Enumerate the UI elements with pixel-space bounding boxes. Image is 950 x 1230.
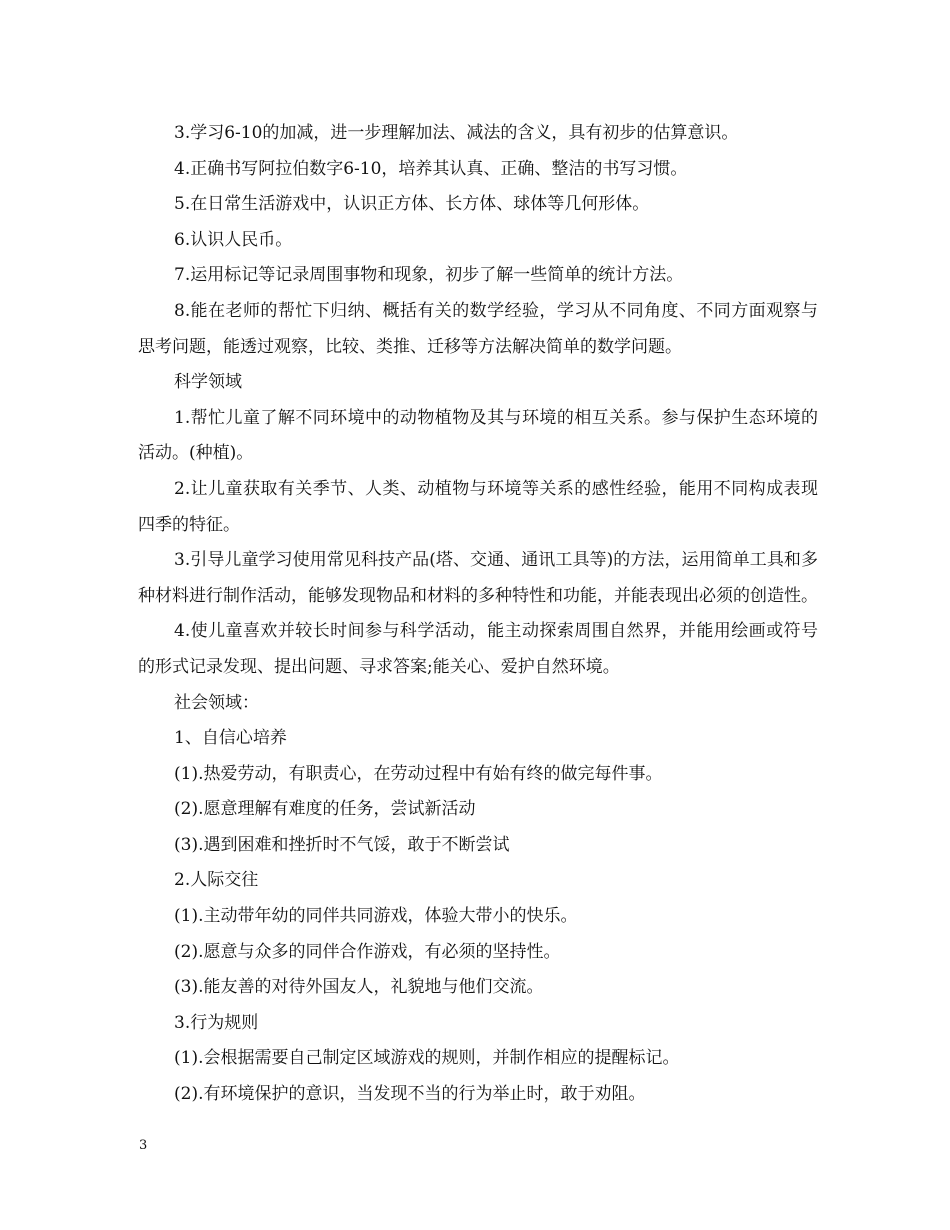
section-heading-science: 科学领域	[174, 372, 242, 393]
paragraph: 8.能在老师的帮忙下归纳、概括有关的数学经验，学习从不同角度、不同方面观察与思考问题，能透过观察，比较、类推、迁移等方法解决简单的数学问题。	[138, 300, 818, 357]
list-item: (1).主动带年幼的同伴共同游戏，体验大带小的快乐。	[174, 906, 578, 927]
paragraph: 3.引导儿童学习使用常见科技产品(塔、交通、通讯工具等)的方法，运用简单工具和多种材料进行制作活动，能够发现物品和材料的多种特性和功能，并能表现出必须的创造性。	[138, 550, 818, 606]
list-item: (3).遇到困难和挫折时不气馁，敢于不断尝试	[174, 834, 510, 855]
list-item: (2).有环境保护的意识，当发现不当的行为举止时，敢于劝阻。	[174, 1084, 646, 1105]
page-number: 3	[139, 1138, 148, 1153]
subsection-heading: 3.行为规则	[174, 1012, 259, 1033]
paragraph: 4.正确书写阿拉伯数字6-10，培养其认真、正确、整洁的书写习惯。	[174, 158, 688, 179]
paragraph: 3.学习6-10的加减，进一步理解加法、减法的含义，具有初步的估算意识。	[174, 123, 739, 143]
paragraph: 7.运用标记等记录周围事物和现象，初步了解一些简单的统计方法。	[174, 265, 684, 286]
subsection-heading: 2.人际交往	[174, 870, 259, 891]
paragraph: 4.使儿童喜欢并较长时间参与科学活动，能主动探索周围自然界，并能用绘画或符号的形式记录发现、提出问题、寻求答案;能关心、爱护自然环境。	[138, 621, 818, 677]
paragraph: 1.帮忙儿童了解不同环境中的动物植物及其与环境的相互关系。参与保护生态环境的活动。(种植)。	[138, 407, 818, 464]
paragraph: 5.在日常生活游戏中，认识正方体、长方体、球体等几何形体。	[174, 194, 650, 215]
list-item: (1).热爱劳动，有职责心，在劳动过程中有始有终的做完每件事。	[174, 763, 663, 784]
subsection-heading: 1、自信心培养	[174, 728, 287, 749]
list-item: (2).愿意与众多的同伴合作游戏，有必须的坚持性。	[174, 941, 561, 962]
list-item: (2).愿意理解有难度的任务，尝试新活动	[174, 799, 476, 820]
section-heading-social: 社会领域：	[174, 692, 259, 713]
paragraph: 2.让儿童获取有关季节、人类、动植物与环境等关系的感性经验，能用不同构成表现四季的特征。	[138, 478, 818, 535]
document-body	[138, 116, 818, 1113]
list-item: (3).能友善的对待外国友人，礼貌地与他们交流。	[174, 977, 544, 998]
list-item: (1).会根据需要自己制定区域游戏的规则，并制作相应的提醒标记。	[174, 1048, 680, 1069]
paragraph: 6.认识人民币。	[174, 229, 293, 250]
